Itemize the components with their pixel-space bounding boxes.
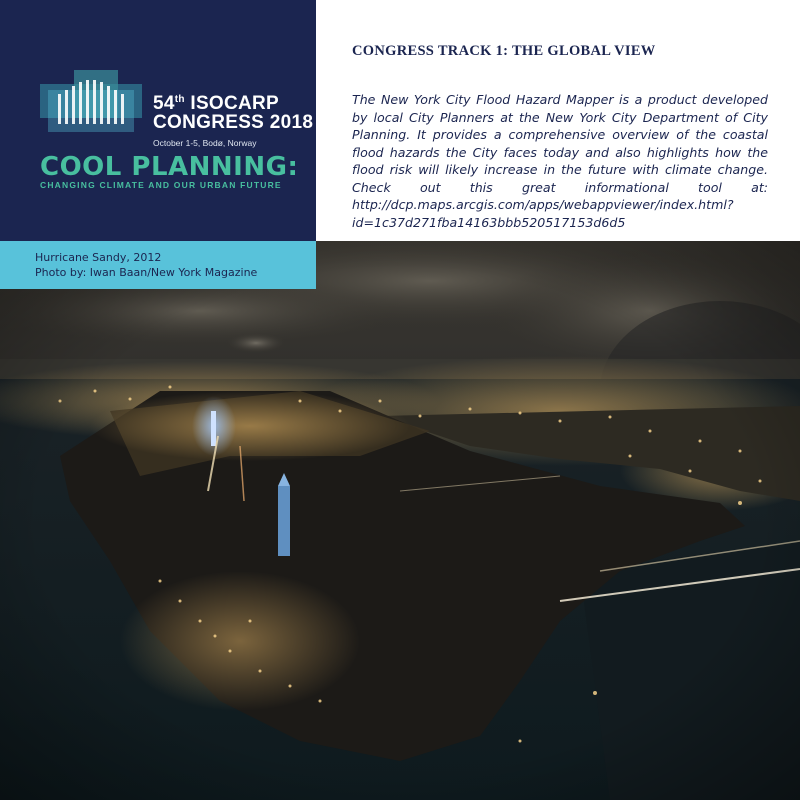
congress-ordinal: th	[174, 94, 185, 105]
caption-title: Hurricane Sandy, 2012	[35, 251, 162, 264]
congress-year: CONGRESS 2018	[153, 112, 314, 133]
slogan-subtitle: CHANGING CLIMATE AND OUR URBAN FUTURE	[40, 180, 282, 190]
congress-title	[153, 94, 313, 148]
slogan-heading: COOL PLANNING:	[40, 152, 299, 182]
article-title: CONGRESS TRACK 1: THE GLOBAL VIEW	[352, 43, 656, 59]
congress-number: 54	[153, 93, 175, 114]
aerial-night-photo	[0, 241, 800, 800]
congress-dates: October 1-5, Bodø, Norway	[153, 138, 257, 148]
congress-brand-panel	[0, 0, 316, 241]
caption-credit: Photo by: Iwan Baan/New York Magazine	[35, 266, 258, 279]
photo-caption	[0, 241, 316, 289]
congress-organisation: ISOCARP	[184, 93, 280, 114]
article-body: The New York City Flood Hazard Mapper is a product developed by local City Planners at the New York City Department of City Planning. It provides a comprehensive overview of the coastal flood hazards the City faces today and also highlights how the flood risk will likely increase in the future with climate change. Check out this great informational tool at: http://dcp.maps.arcgis.com/apps/webappviewer/index.html?id=1c37d271fba14163bbb520517153d6d5	[352, 92, 768, 230]
skyline-bars-logo-icon	[40, 70, 142, 132]
